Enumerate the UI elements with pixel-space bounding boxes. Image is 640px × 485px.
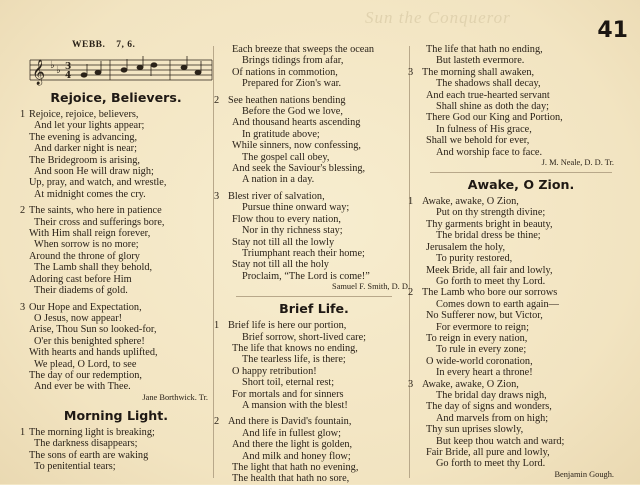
stanza-number: 1 <box>20 426 26 438</box>
verse-line: And worship face to face. <box>436 146 543 158</box>
verse-line: Adoring cast before Him <box>29 273 132 285</box>
verse-line: Our Hope and Expectation, <box>29 301 142 313</box>
hymn-author: J. M. Neale, D. D. Tr. <box>541 158 614 168</box>
verse-line: The health that hath no sore, <box>232 473 350 485</box>
verse-line: The bridal day draws nigh, <box>436 389 547 401</box>
stanza-number: 3 <box>408 378 414 390</box>
stanza <box>214 416 414 484</box>
hymn-author: Benjamin Gough. <box>554 469 614 479</box>
stanza-number: 3 <box>20 301 26 313</box>
stanza <box>214 44 414 90</box>
verse-line: With hearts and hands uplifted, <box>29 347 158 359</box>
verse-line: Nor in thy richness stay; <box>242 225 343 237</box>
stanza-number: 3 <box>408 66 414 78</box>
verse-line: Awake, awake, O Zion, <box>422 196 519 208</box>
stanza <box>20 427 212 473</box>
verse-line: Thy garments bright in beauty, <box>426 218 553 230</box>
verse-line: Go forth to meet thy Lord. <box>436 275 546 287</box>
verse-line: The morning shall awaken, <box>422 66 535 78</box>
stanza <box>214 191 414 282</box>
verse-line: Around the throne of glory <box>29 250 140 262</box>
column-2 <box>214 44 414 485</box>
verse-line: Each breeze that sweeps the ocean <box>232 44 375 55</box>
tune-name: WEBB. <box>72 40 106 50</box>
verse-line: Shall shine as doth the day; <box>436 101 549 113</box>
hymn-author: Jane Borthwick. Tr. <box>142 392 208 402</box>
hymn-title: Rejoice, Believers. <box>50 90 182 105</box>
verse-line: The Lamb who bore our sorrows <box>422 287 558 299</box>
stanza <box>408 44 634 67</box>
verse-line: Arise, Thou Sun so looked-for, <box>29 324 157 336</box>
stanza-number: 3 <box>214 190 220 202</box>
svg-text:3: 3 <box>65 62 72 72</box>
hymn-author: Samuel F. Smith, D. D. <box>332 282 410 292</box>
verse-line: To penitential tears; <box>34 460 116 472</box>
stanza-number: 1 <box>408 196 414 208</box>
verse-line: Meek Bride, all fair and lowly, <box>426 264 553 276</box>
verse-line: Stay not till all the holy <box>232 259 329 271</box>
stanza <box>214 95 414 186</box>
stanza <box>408 379 634 470</box>
stanza-number: 1 <box>20 109 26 120</box>
verse-line: And soon He will draw nigh; <box>34 166 154 178</box>
column-3 <box>408 44 634 480</box>
verse-line: The life that hath no ending, <box>426 44 543 55</box>
verse-line: Their diadems of gold. <box>34 285 128 297</box>
verse-line: The shadows shall decay, <box>436 78 541 90</box>
verse-line: And there is David's fountain, <box>228 416 352 428</box>
verse-line: And thousand hearts ascending <box>232 117 361 129</box>
stanza <box>408 196 634 287</box>
verse-line: In every heart a throne! <box>436 367 533 379</box>
svg-text:4: 4 <box>65 71 72 81</box>
verse-line: Brief sorrow, short-lived care; <box>242 331 366 343</box>
verse-line: No Sufferer now, but Victor, <box>426 310 543 322</box>
verse-line: Go forth to meet thy Lord. <box>436 458 546 470</box>
verse-line: And seek the Saviour's blessing, <box>232 163 366 175</box>
verse-line: For evermore to reign; <box>436 321 529 333</box>
verse-line: Flow thou to every nation, <box>232 213 341 225</box>
verse-line: And let your lights appear; <box>34 120 145 132</box>
verse-line: Thy sun uprises slowly, <box>426 424 524 436</box>
verse-line: At midnight comes the cry. <box>34 188 146 200</box>
column-1 <box>20 0 212 472</box>
verse-line: O Jesus, now appear! <box>34 312 123 324</box>
stanza <box>20 205 212 296</box>
verse-line: A mansion with the blest! <box>242 399 348 411</box>
verse-line: And there the light is golden, <box>232 439 353 451</box>
verse-line: The tearless life, is there; <box>242 354 346 366</box>
verse-line: To purity restored, <box>436 253 513 265</box>
verse-line: Short toil, eternal rest; <box>242 377 335 389</box>
verse-line: Pursue thine onward way; <box>242 202 350 214</box>
verse-line: O happy retribution! <box>232 365 317 377</box>
svg-text:♭: ♭ <box>50 60 55 71</box>
verse-line: O'er this benighted sphere! <box>34 335 145 347</box>
verse-line: Prepared for Zion's war. <box>242 78 342 90</box>
stanza-number: 1 <box>214 320 220 332</box>
stanza-number: 2 <box>20 205 26 217</box>
verse-line: Rejoice, rejoice, believers, <box>29 109 139 120</box>
verse-line: And life in fullest glow; <box>242 427 341 439</box>
hymn-title: Awake, O Zion. <box>467 177 575 193</box>
svg-text:♭: ♭ <box>56 65 61 76</box>
verse-line: For mortals and for sinners <box>232 388 344 400</box>
verse-line: The light that hath no evening, <box>232 462 359 473</box>
stanza-number: 2 <box>214 416 220 428</box>
verse-line: The bridal dress be thine; <box>436 230 541 242</box>
verse-line: The darkness disappears; <box>34 438 138 450</box>
verse-line: The day of our redemption, <box>29 369 142 381</box>
verse-line: In gratitude above; <box>242 128 320 140</box>
verse-line: Before the God we love, <box>242 106 343 118</box>
section-divider <box>236 296 392 297</box>
music-staff-notation <box>28 52 214 86</box>
verse-line: To reign in every nation, <box>426 332 528 344</box>
verse-line: And milk and honey flow; <box>242 450 351 462</box>
verse-line: Blest river of salvation, <box>228 190 325 202</box>
verse-line: Shall we behold for ever, <box>426 135 530 147</box>
verse-line: The gospel call obey, <box>242 151 330 163</box>
verse-line: Brief life is here our portion, <box>228 320 347 332</box>
verse-line: And ever be with Thee. <box>34 381 131 393</box>
verse-line: The sons of earth are waking <box>29 449 149 461</box>
verse-line: To rule in every zone; <box>436 344 527 356</box>
verse-line: Brings tidings from afar, <box>242 55 344 67</box>
section-divider <box>430 172 612 173</box>
verse-line: The evening is advancing, <box>29 131 138 143</box>
verse-line: Awake, awake, O Zion, <box>422 378 519 390</box>
verse-line: See heathen nations bending <box>228 94 346 106</box>
verse-line: And each true-hearted servant <box>426 89 550 101</box>
stanza <box>408 67 634 158</box>
verse-line: Fair Bride, all pure and lowly, <box>426 447 550 458</box>
hymn-title: Brief Life. <box>279 301 349 317</box>
verse-line: When sorrow is no more; <box>34 239 139 251</box>
stanza <box>214 320 414 411</box>
verse-line: Put on thy strength divine; <box>436 207 546 219</box>
verse-line: Up, pray, and watch, and wrestle, <box>29 177 167 189</box>
stanza-number: 2 <box>408 287 414 299</box>
verse-line: Stay not till all the lowly <box>232 236 335 248</box>
tune-meter: 7, 6. <box>116 40 136 50</box>
verse-line: With Him shall reign forever, <box>29 228 151 240</box>
stanza <box>20 302 212 393</box>
treble-clef-icon: 𝄞 <box>32 60 46 85</box>
verse-line: We plead, O Lord, to see <box>34 358 137 370</box>
verse-line: The life that knows no ending, <box>232 342 358 354</box>
verse-line: The saints, who here in patience <box>29 205 162 217</box>
verse-line: And marvels from on high; <box>436 412 549 424</box>
verse-line: O wide-world coronation, <box>426 355 533 367</box>
verse-line: Of nations in commotion, <box>232 66 338 78</box>
verse-line: While sinners, now confessing, <box>232 140 361 152</box>
stanza <box>408 287 634 378</box>
stanza <box>20 109 212 200</box>
verse-line: But keep thou watch and ward; <box>436 435 565 447</box>
faded-running-title: Sun the Conqueror <box>365 8 511 27</box>
verse-line: The day of signs and wonders, <box>426 401 552 413</box>
hymn-title: Morning Light. <box>63 407 169 423</box>
stanza-number: 2 <box>214 94 220 106</box>
page-number: 41 <box>597 18 628 43</box>
verse-line: A nation in a day. <box>242 174 315 186</box>
verse-line: Their cross and sufferings bore, <box>34 216 165 228</box>
verse-line: The Bridegroom is arising, <box>29 154 140 166</box>
verse-line: In fulness of His grace, <box>436 123 532 135</box>
verse-line: Triumphant reach their home; <box>242 247 365 259</box>
verse-line: But lasteth evermore. <box>436 55 525 67</box>
tune-heading <box>72 40 212 52</box>
verse-line: Comes down to earth again— <box>436 298 559 310</box>
verse-line: Proclaim, “The Lord is come!” <box>242 270 370 282</box>
verse-line: The Lamb shall they behold, <box>34 262 153 274</box>
verse-line: The morning light is breaking; <box>29 426 155 438</box>
verse-line: And darker night is near; <box>34 143 137 155</box>
verse-line: Jerusalem the holy, <box>426 241 506 253</box>
verse-line: There God our King and Portion, <box>426 112 563 124</box>
